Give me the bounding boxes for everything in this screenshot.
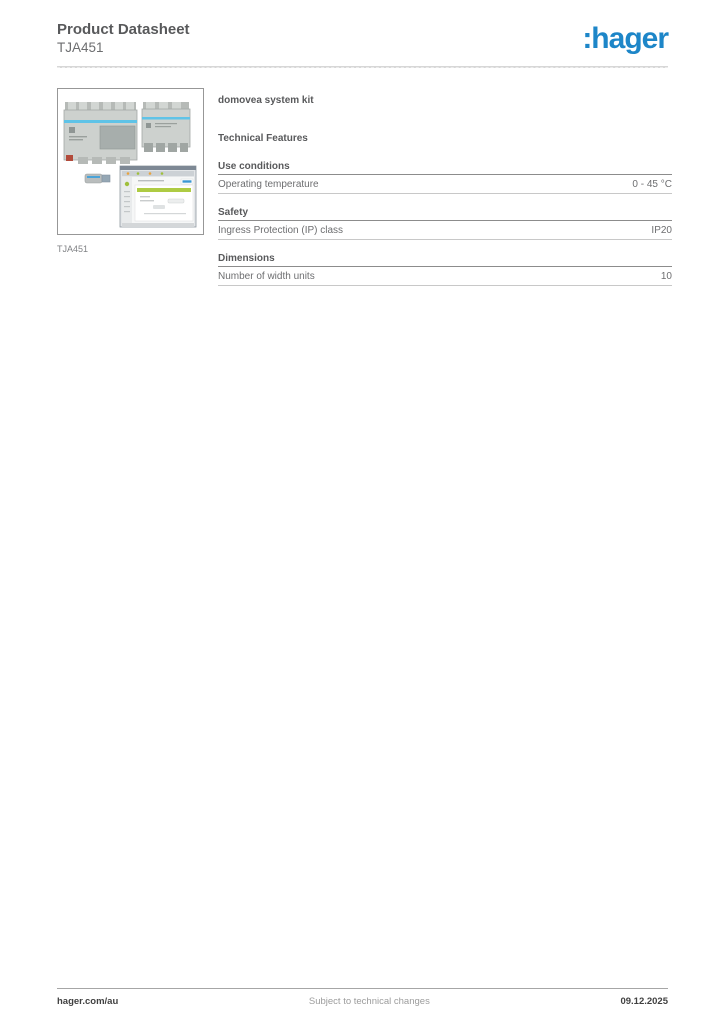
spec-label: Ingress Protection (IP) class: [218, 225, 344, 236]
header-divider: [57, 66, 668, 68]
spec-row-width-units: [218, 267, 672, 286]
product-name: domovea system kit: [218, 95, 314, 106]
product-figure: [57, 88, 204, 254]
footer-website-link[interactable]: hager.com/au: [57, 996, 119, 1007]
footer: [57, 996, 668, 1007]
technical-features-heading: Technical Features: [218, 133, 308, 144]
footer-date: 09.12.2025: [620, 996, 668, 1007]
section-title: Use conditions: [218, 161, 672, 175]
section-title: Safety: [218, 207, 672, 221]
section-title: Dimensions: [218, 253, 672, 267]
spec-row-operating-temperature: [218, 175, 672, 194]
spec-value: 0 - 45 °C: [632, 179, 672, 190]
footer-disclaimer: Subject to technical changes: [308, 996, 430, 1007]
hager-logo: :hager: [582, 22, 668, 55]
product-image: [57, 88, 204, 235]
page-title: Product Datasheet: [57, 21, 190, 38]
section-use-conditions: [218, 161, 672, 194]
spec-value: IP20: [651, 225, 672, 236]
section-safety: [218, 207, 672, 240]
section-dimensions: [218, 253, 672, 286]
din-module-small-icon: [142, 102, 190, 152]
software-window-icon: [120, 166, 196, 227]
spec-label: Number of width units: [218, 271, 315, 282]
spec-value: 10: [660, 271, 672, 282]
header: [57, 20, 190, 56]
spec-label: Operating temperature: [218, 179, 319, 190]
footer-divider: [57, 988, 668, 989]
spec-row-ip-class: [218, 221, 672, 240]
specs-column: [218, 95, 672, 299]
product-image-caption: TJA451: [57, 244, 89, 254]
din-module-large-icon: [64, 102, 137, 164]
usb-dongle-icon: [85, 174, 110, 183]
product-reference: TJA451: [57, 40, 104, 55]
